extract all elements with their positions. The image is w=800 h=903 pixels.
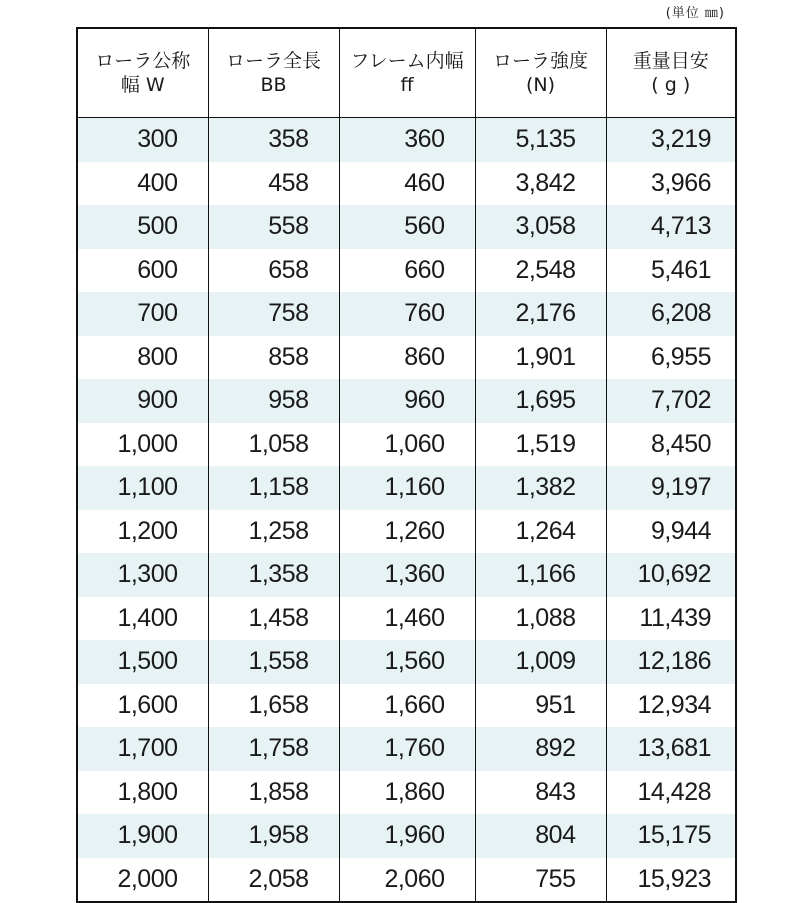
cell-roller-strength: 1,695 bbox=[475, 379, 606, 423]
cell-roller-strength: 804 bbox=[475, 814, 606, 858]
header-weight-estimate: 重量目安 ( g ) bbox=[606, 28, 736, 118]
cell-roller-length: 1,658 bbox=[208, 684, 339, 728]
cell-frame-inner-width: 2,060 bbox=[339, 858, 475, 903]
cell-nominal-width: 1,400 bbox=[117, 603, 178, 632]
header-nominal-width: ローラ公称 幅 W bbox=[77, 28, 208, 118]
unit-note: (単位 ㎜) bbox=[665, 6, 725, 21]
cell-roller-length: 1,458 bbox=[208, 597, 339, 641]
cell-roller-length: 758 bbox=[208, 292, 339, 336]
cell-weight-estimate: 3,966 bbox=[606, 162, 736, 206]
table-row bbox=[77, 118, 736, 162]
header-roller-strength: ローラ強度 (N) bbox=[475, 28, 606, 118]
cell-roller-strength: 2,548 bbox=[475, 249, 606, 293]
cell-roller-strength: 1,264 bbox=[475, 510, 606, 554]
cell-weight-estimate: 15,923 bbox=[606, 858, 736, 903]
cell-nominal-width: 300 bbox=[77, 118, 208, 162]
table-row bbox=[77, 510, 736, 554]
cell-frame-inner-width: 460 bbox=[339, 162, 475, 206]
cell-weight-estimate: 6,208 bbox=[606, 292, 736, 336]
cell-frame-inner-width: 1,760 bbox=[339, 727, 475, 771]
cell-nominal-width: 1,200 bbox=[117, 516, 178, 545]
cell-roller-strength: 3,842 bbox=[475, 162, 606, 206]
header-frame-inner-width: フレーム内幅 ff bbox=[339, 28, 475, 118]
cell-nominal-width: 1,900 bbox=[77, 814, 208, 858]
table-row bbox=[77, 423, 736, 467]
cell-roller-strength: 892 bbox=[475, 727, 606, 771]
table-row bbox=[77, 336, 736, 380]
table-row bbox=[77, 771, 736, 815]
cell-frame-inner-width: 760 bbox=[339, 292, 475, 336]
header-row bbox=[77, 28, 736, 118]
table-row bbox=[77, 597, 736, 641]
cell-roller-strength: 843 bbox=[475, 771, 606, 815]
cell-weight-estimate: 8,450 bbox=[606, 423, 736, 467]
table-row bbox=[77, 162, 736, 206]
cell-weight-estimate: 15,175 bbox=[606, 814, 736, 858]
cell-roller-length: 958 bbox=[208, 379, 339, 423]
cell-weight-estimate: 14,428 bbox=[606, 771, 736, 815]
cell-weight-estimate: 12,934 bbox=[606, 684, 736, 728]
cell-frame-inner-width: 560 bbox=[339, 205, 475, 249]
table-row bbox=[77, 205, 736, 249]
cell-frame-inner-width: 1,860 bbox=[339, 771, 475, 815]
table-row bbox=[77, 640, 736, 684]
cell-roller-strength: 2,176 bbox=[475, 292, 606, 336]
cell-roller-strength: 1,166 bbox=[475, 553, 606, 597]
cell-nominal-width: 1,300 bbox=[77, 553, 208, 597]
cell-nominal-width: 700 bbox=[77, 292, 208, 336]
table-row bbox=[77, 727, 736, 771]
cell-nominal-width: 900 bbox=[77, 379, 208, 423]
cell-weight-estimate: 5,461 bbox=[606, 249, 736, 293]
cell-roller-strength: 5,135 bbox=[475, 118, 606, 162]
cell-nominal-width: 1,100 bbox=[77, 466, 208, 510]
cell-nominal-width: 600 bbox=[137, 255, 178, 284]
cell-frame-inner-width: 1,060 bbox=[339, 423, 475, 467]
cell-nominal-width: 1,600 bbox=[117, 690, 178, 719]
cell-roller-length: 1,758 bbox=[208, 727, 339, 771]
cell-frame-inner-width: 1,360 bbox=[339, 553, 475, 597]
cell-weight-estimate: 12,186 bbox=[606, 640, 736, 684]
table-row bbox=[77, 466, 736, 510]
cell-roller-strength: 1,009 bbox=[475, 640, 606, 684]
cell-weight-estimate: 9,197 bbox=[606, 466, 736, 510]
cell-weight-estimate: 13,681 bbox=[606, 727, 736, 771]
cell-roller-length: 1,058 bbox=[208, 423, 339, 467]
cell-roller-strength: 951 bbox=[475, 684, 606, 728]
cell-nominal-width: 1,500 bbox=[77, 640, 208, 684]
table-row bbox=[77, 249, 736, 293]
cell-roller-length: 1,958 bbox=[208, 814, 339, 858]
table-row bbox=[77, 814, 736, 858]
cell-frame-inner-width: 860 bbox=[339, 336, 475, 380]
cell-frame-inner-width: 1,160 bbox=[339, 466, 475, 510]
cell-nominal-width: 2,000 bbox=[117, 864, 178, 893]
cell-roller-length: 1,158 bbox=[208, 466, 339, 510]
cell-nominal-width: 1,000 bbox=[117, 429, 178, 458]
cell-frame-inner-width: 1,560 bbox=[339, 640, 475, 684]
cell-roller-length: 858 bbox=[208, 336, 339, 380]
cell-roller-length: 1,858 bbox=[208, 771, 339, 815]
cell-roller-strength: 755 bbox=[475, 858, 606, 903]
header-roller-length: ローラ全長 BB bbox=[208, 28, 339, 118]
cell-roller-length: 558 bbox=[208, 205, 339, 249]
cell-roller-length: 2,058 bbox=[208, 858, 339, 903]
cell-roller-strength: 3,058 bbox=[475, 205, 606, 249]
cell-weight-estimate: 11,439 bbox=[606, 597, 736, 641]
cell-frame-inner-width: 1,660 bbox=[339, 684, 475, 728]
cell-roller-length: 1,558 bbox=[208, 640, 339, 684]
cell-frame-inner-width: 660 bbox=[339, 249, 475, 293]
cell-nominal-width: 1,800 bbox=[117, 777, 178, 806]
cell-roller-length: 458 bbox=[208, 162, 339, 206]
cell-roller-strength: 1,382 bbox=[475, 466, 606, 510]
cell-weight-estimate: 6,955 bbox=[606, 336, 736, 380]
cell-roller-length: 658 bbox=[208, 249, 339, 293]
cell-roller-strength: 1,519 bbox=[475, 423, 606, 467]
table-row bbox=[77, 553, 736, 597]
table-row bbox=[77, 379, 736, 423]
cell-roller-length: 1,358 bbox=[208, 553, 339, 597]
cell-weight-estimate: 9,944 bbox=[606, 510, 736, 554]
spec-table bbox=[76, 27, 737, 903]
cell-frame-inner-width: 1,960 bbox=[339, 814, 475, 858]
cell-nominal-width: 800 bbox=[137, 342, 178, 371]
table-row bbox=[77, 292, 736, 336]
cell-frame-inner-width: 960 bbox=[339, 379, 475, 423]
cell-roller-strength: 1,088 bbox=[475, 597, 606, 641]
table-row bbox=[77, 684, 736, 728]
cell-frame-inner-width: 1,260 bbox=[339, 510, 475, 554]
cell-weight-estimate: 10,692 bbox=[606, 553, 736, 597]
cell-roller-strength: 1,901 bbox=[475, 336, 606, 380]
cell-weight-estimate: 3,219 bbox=[606, 118, 736, 162]
table-row bbox=[77, 858, 736, 903]
table-body bbox=[77, 118, 736, 903]
cell-roller-length: 358 bbox=[208, 118, 339, 162]
cell-roller-length: 1,258 bbox=[208, 510, 339, 554]
cell-weight-estimate: 4,713 bbox=[606, 205, 736, 249]
cell-frame-inner-width: 1,460 bbox=[339, 597, 475, 641]
cell-nominal-width: 500 bbox=[77, 205, 208, 249]
cell-weight-estimate: 7,702 bbox=[606, 379, 736, 423]
cell-frame-inner-width: 360 bbox=[339, 118, 475, 162]
cell-nominal-width: 1,700 bbox=[77, 727, 208, 771]
cell-nominal-width: 400 bbox=[137, 168, 178, 197]
